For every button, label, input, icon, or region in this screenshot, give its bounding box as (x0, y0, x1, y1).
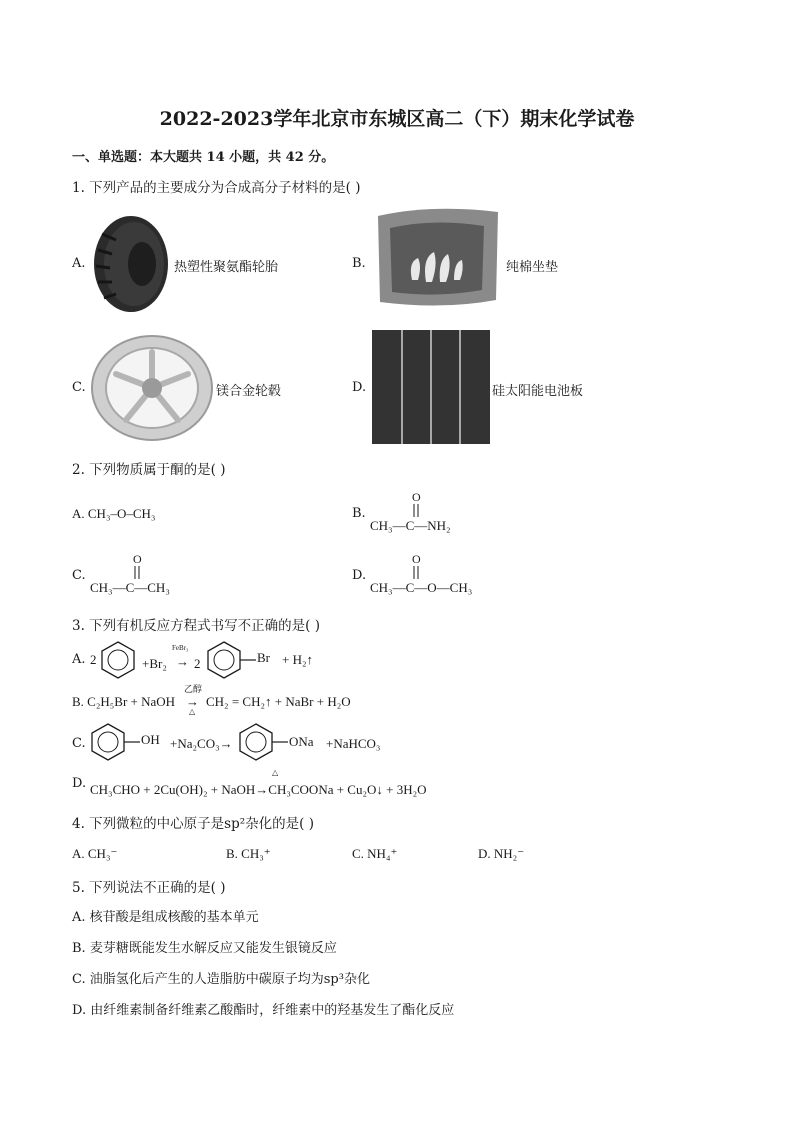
q1-option-c-text: 镁合金轮毂 (216, 384, 282, 399)
q3-b-arrow: → (186, 694, 199, 709)
q2-b-double-bond (411, 504, 421, 518)
q3-a-coef2: 2 (194, 656, 201, 671)
q3-a-bromo: Br (257, 650, 270, 665)
q3-a-h2: + H₂↑ (282, 652, 314, 667)
q2-option-a: A. CH₃–O–CH₃ (72, 506, 156, 521)
question-2-stem: 2. 下列物质属于酮的是( ) (72, 462, 226, 478)
q2-c-double-bond (132, 566, 142, 580)
q2-option-b-formula: CH₃—C—NH₂ (370, 518, 451, 533)
q1-option-c-letter: C. (72, 380, 86, 395)
q5-option-c: C. 油脂氢化后产生的人造脂肪中碳原子均为sp³杂化 (72, 972, 370, 987)
q3-option-d-equation: CH₃CHO + 2Cu(OH)₂ + NaOH→CH₃COONa + Cu₂O↓ + 3H₂O (90, 782, 427, 797)
q5-option-b: B. 麦芽糖既能发生水解反应又能发生银镜反应 (72, 941, 337, 956)
question-1-stem: 1. 下列产品的主要成分为合成高分子材料的是( ) (72, 180, 361, 196)
q1-option-d-text: 硅太阳能电池板 (492, 384, 584, 399)
q3-a-catalyst: FeBr₃ (172, 644, 189, 652)
question-4-stem: 4. 下列微粒的中心原子是sp²杂化的是( ) (72, 816, 314, 832)
q3-c-ona: ONa (289, 734, 314, 749)
wheel-image (90, 334, 214, 442)
q2-option-c-letter: C. (72, 568, 86, 583)
q3-c-product: +NaHCO₃ (326, 736, 381, 751)
q4-option-a: A. CH₃⁻ (72, 846, 118, 861)
solar-panel-image (372, 330, 490, 444)
q4-option-c: C. NH₄⁺ (352, 846, 398, 861)
cushion-image (372, 206, 502, 310)
q3-d-heat: △ (272, 768, 279, 777)
q3-a-coef1: 2 (90, 652, 97, 667)
q2-option-d-letter: D. (352, 568, 367, 583)
q4-option-b: B. CH₃⁺ (226, 846, 271, 861)
q3-a-br2: +Br₂ (142, 656, 167, 671)
q1-option-b-text: 纯棉坐垫 (506, 260, 559, 275)
q3-b-heat: △ (189, 707, 196, 716)
phenol-ring-icon (88, 722, 142, 762)
q2-b-oxygen: O (412, 490, 421, 504)
q1-option-a-text: 热塑性聚氨酯轮胎 (174, 260, 279, 275)
q3-c-reagent: +Na₂CO₃→ (170, 736, 233, 751)
q2-option-d-formula: CH₃—C—O—CH₃ (370, 580, 473, 595)
q2-d-oxygen: O (412, 552, 421, 566)
question-3-stem: 3. 下列有机反应方程式书写不正确的是( ) (72, 618, 320, 634)
q3-option-d-letter: D. (72, 776, 87, 791)
q3-b-condition: 乙醇 (184, 684, 203, 694)
q2-option-c-formula: CH₃—C—CH₃ (90, 580, 170, 595)
section-heading: 一、单选题：本大题共 14 小题，共 42 分。 (72, 150, 335, 165)
benzene-ring-icon (98, 640, 138, 680)
tire-image (90, 214, 172, 314)
q4-option-d: D. NH₂⁻ (478, 846, 525, 861)
q2-d-double-bond (411, 566, 421, 580)
q3-option-c-letter: C. (72, 736, 86, 751)
q3-option-b: B. C₂H₅Br + NaOH (72, 694, 176, 709)
benzene-ring-icon (204, 640, 258, 680)
q3-option-a-letter: A. (72, 652, 86, 667)
q1-option-b-letter: B. (352, 256, 366, 271)
q2-option-b-letter: B. (352, 506, 366, 521)
q1-option-d-letter: D. (352, 380, 367, 395)
phenolate-ring-icon (236, 722, 290, 762)
q1-option-a-letter: A. (72, 256, 86, 271)
q5-option-a: A. 核苷酸是组成核酸的基本单元 (72, 910, 259, 925)
q5-option-d: D. 由纤维素制备纤维素乙酸酯时，纤维素中的羟基发生了酯化反应 (72, 1003, 455, 1018)
q3-a-arrow: → (176, 654, 189, 669)
page-title: 2022-2023学年北京市东城区高二（下）期末化学试卷 (159, 108, 635, 130)
question-5-stem: 5. 下列说法不正确的是( ) (72, 880, 226, 896)
q2-c-oxygen: O (133, 552, 142, 566)
q3-c-hydroxyl: OH (141, 732, 160, 747)
q3-b-products: CH₂ = CH₂↑ + NaBr + H₂O (206, 694, 351, 709)
